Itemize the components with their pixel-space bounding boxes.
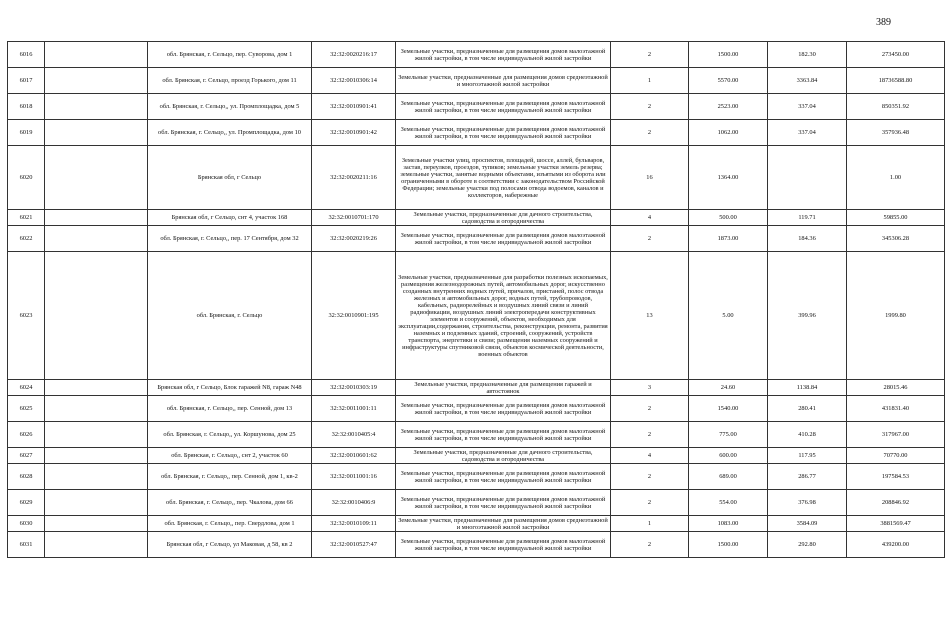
- use-group-cell: 2: [611, 94, 689, 120]
- cadastral-value-cell: 59855.00: [847, 210, 945, 226]
- land-use-cell: Земельные участки, предназначенные для размещения домов малоэтажной жилой застройки, в том числе индивидуальной жилой застройки: [396, 464, 611, 490]
- row-number: 6022: [8, 226, 45, 252]
- blank-cell: [45, 42, 148, 68]
- table-body: [8, 42, 945, 558]
- cadastral-value-cell: 3881569.47: [847, 516, 945, 532]
- area-cell: 5.00: [689, 252, 768, 380]
- specific-value-cell: 119.71: [768, 210, 847, 226]
- area-cell: 1062.00: [689, 120, 768, 146]
- blank-cell: [45, 120, 148, 146]
- blank-cell: [45, 210, 148, 226]
- land-use-cell: Земельные участки, предназначенные для размещения домов малоэтажной жилой застройки, в том числе индивидуальной жилой застройки: [396, 396, 611, 422]
- table-row: [8, 42, 945, 68]
- address-cell: обл. Брянская, г. Сельцо, проезд Горького, дом 11: [148, 68, 312, 94]
- area-cell: 1540.00: [689, 396, 768, 422]
- cadastral-number-cell: 32:32:0010901:195: [312, 252, 396, 380]
- address-cell: обл. Брянская, г. Сельцо,, ул. Промплощадка, дом 5: [148, 94, 312, 120]
- row-number: 6030: [8, 516, 45, 532]
- cadastral-value-cell: 317967.00: [847, 422, 945, 448]
- specific-value-cell: 337.04: [768, 94, 847, 120]
- cadastral-value-cell: 70770.00: [847, 448, 945, 464]
- row-number: 6028: [8, 464, 45, 490]
- specific-value-cell: 3584.09: [768, 516, 847, 532]
- address-cell: Брянская обл, г Сельцо, снт 4, участок 168: [148, 210, 312, 226]
- blank-cell: [45, 68, 148, 94]
- blank-cell: [45, 226, 148, 252]
- cadastral-value-cell: 18736588.80: [847, 68, 945, 94]
- specific-value-cell: 337.04: [768, 120, 847, 146]
- cadastral-number-cell: 32:32:0020219:26: [312, 226, 396, 252]
- address-cell: Брянская обл, г Сельцо, ул Маковая, д 58, кв 2: [148, 532, 312, 558]
- use-group-cell: 2: [611, 226, 689, 252]
- blank-cell: [45, 380, 148, 396]
- table-row: [8, 422, 945, 448]
- use-group-cell: 16: [611, 146, 689, 210]
- cadastral-number-cell: 32:32:0020211:16: [312, 146, 396, 210]
- table-row: [8, 396, 945, 422]
- area-cell: 1083.00: [689, 516, 768, 532]
- table-row: [8, 226, 945, 252]
- specific-value-cell: 376.98: [768, 490, 847, 516]
- cadastral-number-cell: 32:32:0020216:17: [312, 42, 396, 68]
- address-cell: Брянская обл, г Сельцо: [148, 146, 312, 210]
- land-use-cell: Земельные участки, предназначенные для размещения гаражей и автостоянок: [396, 380, 611, 396]
- cadastral-number-cell: 32:32:0010601:62: [312, 448, 396, 464]
- blank-cell: [45, 490, 148, 516]
- table-row: [8, 516, 945, 532]
- table-row: [8, 94, 945, 120]
- specific-value-cell: 184.36: [768, 226, 847, 252]
- cadastral-number-cell: 32:32:0010901:42: [312, 120, 396, 146]
- area-cell: 1500.00: [689, 42, 768, 68]
- cadastral-number-cell: 32:32:0010109:11: [312, 516, 396, 532]
- cadastral-value-cell: 1.00: [847, 146, 945, 210]
- specific-value-cell: 1138.84: [768, 380, 847, 396]
- row-number: 6021: [8, 210, 45, 226]
- cadastral-value-cell: 28015.46: [847, 380, 945, 396]
- address-cell: обл. Брянская, г. Сельцо,, пер. Сенной, дом 1, кв-2: [148, 464, 312, 490]
- area-cell: 1873.00: [689, 226, 768, 252]
- area-cell: 689.00: [689, 464, 768, 490]
- land-use-cell: Земельные участки, предназначенные для размещения домов малоэтажной жилой застройки, в том числе индивидуальной жилой застройки: [396, 226, 611, 252]
- use-group-cell: 2: [611, 490, 689, 516]
- table-row: [8, 532, 945, 558]
- use-group-cell: 2: [611, 42, 689, 68]
- use-group-cell: 2: [611, 532, 689, 558]
- table-row: [8, 68, 945, 94]
- table-row: [8, 448, 945, 464]
- cadastral-number-cell: 32:32:0010406:9: [312, 490, 396, 516]
- area-cell: 2523.00: [689, 94, 768, 120]
- blank-cell: [45, 422, 148, 448]
- use-group-cell: 2: [611, 422, 689, 448]
- blank-cell: [45, 532, 148, 558]
- area-cell: 1364.00: [689, 146, 768, 210]
- land-use-cell: Земельные участки, предназначенные для размещения домов малоэтажной жилой застройки, в том числе индивидуальной жилой застройки: [396, 120, 611, 146]
- cadastral-value-cell: 431831.40: [847, 396, 945, 422]
- area-cell: 554.00: [689, 490, 768, 516]
- cadastral-value-cell: 345306.28: [847, 226, 945, 252]
- blank-cell: [45, 252, 148, 380]
- address-cell: Брянская обл, г Сельцо, Блок гаражей N8, гараж N48: [148, 380, 312, 396]
- page-number: 389: [876, 17, 891, 28]
- specific-value-cell: 117.95: [768, 448, 847, 464]
- cadastral-value-cell: 273450.00: [847, 42, 945, 68]
- table-row: [8, 380, 945, 396]
- land-use-cell: Земельные участки, предназначенные для размещения домов малоэтажной жилой застройки, в том числе индивидуальной жилой застройки: [396, 94, 611, 120]
- row-number: 6020: [8, 146, 45, 210]
- cadastral-value-cell: 1999.80: [847, 252, 945, 380]
- land-use-cell: Земельные участки улиц, проспектов, площадей, шоссе, аллей, бульваров, застав, переулков, проездов, тупиков; земельные участки земель резерва; земельные участки, занятые водными объектами, изъятыми из оборота или ограниченными в обороте в соответствии с законодательством Российской Федерации; земельные участки под полосами отвода водоемов, каналов и коллекторов, набережные: [396, 146, 611, 210]
- row-number: 6019: [8, 120, 45, 146]
- area-cell: 1500.00: [689, 532, 768, 558]
- cadastral-number-cell: 32:32:0011001:11: [312, 396, 396, 422]
- land-use-cell: Земельные участки, предназначенные для размещения домов малоэтажной жилой застройки, в том числе индивидуальной жилой застройки: [396, 532, 611, 558]
- row-number: 6026: [8, 422, 45, 448]
- use-group-cell: 1: [611, 68, 689, 94]
- table-row: [8, 146, 945, 210]
- table-row: [8, 252, 945, 380]
- cadastral-number-cell: 32:32:0010303:19: [312, 380, 396, 396]
- address-cell: обл. Брянская, г. Сельцо,, пер. Чкалова, дом 66: [148, 490, 312, 516]
- specific-value-cell: 399.96: [768, 252, 847, 380]
- blank-cell: [45, 146, 148, 210]
- land-use-cell: Земельные участки, предназначенные для размещения домов среднеэтажной и многоэтажной жилой застройки: [396, 68, 611, 94]
- specific-value-cell: [768, 146, 847, 210]
- blank-cell: [45, 464, 148, 490]
- area-cell: 5570.00: [689, 68, 768, 94]
- cadastral-value-table: [7, 41, 945, 558]
- area-cell: 500.00: [689, 210, 768, 226]
- table-row: [8, 464, 945, 490]
- land-use-cell: Земельные участки, предназначенные для дачного строительства, садоводства и огородничества: [396, 210, 611, 226]
- blank-cell: [45, 448, 148, 464]
- table-row: [8, 490, 945, 516]
- address-cell: обл. Брянская, г. Сельцо,, ул. Промплощадка, дом 10: [148, 120, 312, 146]
- blank-cell: [45, 396, 148, 422]
- address-cell: обл. Брянская, г. Сельцо,, ул. Коршунова, дом 25: [148, 422, 312, 448]
- address-cell: обл. Брянская, г. Сельцо,, пер. Свердлова, дом 1: [148, 516, 312, 532]
- use-group-cell: 2: [611, 120, 689, 146]
- area-cell: 600.00: [689, 448, 768, 464]
- row-number: 6031: [8, 532, 45, 558]
- cadastral-value-cell: 439200.00: [847, 532, 945, 558]
- use-group-cell: 3: [611, 380, 689, 396]
- specific-value-cell: 292.80: [768, 532, 847, 558]
- row-number: 6017: [8, 68, 45, 94]
- cadastral-number-cell: 32:32:0010405:4: [312, 422, 396, 448]
- cadastral-number-cell: 32:32:0010527:47: [312, 532, 396, 558]
- use-group-cell: 13: [611, 252, 689, 380]
- specific-value-cell: 286.77: [768, 464, 847, 490]
- cadastral-value-cell: 357936.48: [847, 120, 945, 146]
- use-group-cell: 4: [611, 210, 689, 226]
- land-use-cell: Земельные участки, предназначенные для дачного строительства, садоводства и огородничества: [396, 448, 611, 464]
- address-cell: обл. Брянская, г. Сельцо,, пер. 17 Сентября, дом 32: [148, 226, 312, 252]
- land-use-cell: Земельные участки, предназначенные для размещения домов малоэтажной жилой застройки, в том числе индивидуальной жилой застройки: [396, 490, 611, 516]
- blank-cell: [45, 516, 148, 532]
- address-cell: обл. Брянская, г. Сельцо,, снт 2, участок 60: [148, 448, 312, 464]
- row-number: 6029: [8, 490, 45, 516]
- specific-value-cell: 182.30: [768, 42, 847, 68]
- table-row: [8, 120, 945, 146]
- specific-value-cell: 410.28: [768, 422, 847, 448]
- address-cell: обл. Брянская, г. Сельцо, пер. Суворова, дом 1: [148, 42, 312, 68]
- cadastral-number-cell: 32:32:0011001:16: [312, 464, 396, 490]
- specific-value-cell: 3363.84: [768, 68, 847, 94]
- specific-value-cell: 280.41: [768, 396, 847, 422]
- table-row: [8, 210, 945, 226]
- cadastral-value-cell: 850351.92: [847, 94, 945, 120]
- address-cell: обл. Брянская, г. Сельцо: [148, 252, 312, 380]
- cadastral-value-cell: 197584.53: [847, 464, 945, 490]
- use-group-cell: 2: [611, 464, 689, 490]
- address-cell: обл. Брянская, г. Сельцо,, пер. Сенной, дом 13: [148, 396, 312, 422]
- row-number: 6023: [8, 252, 45, 380]
- cadastral-number-cell: 32:32:0010701:170: [312, 210, 396, 226]
- land-use-cell: Земельные участки, предназначенные для размещения домов среднеэтажной и многоэтажной жилой застройки: [396, 516, 611, 532]
- use-group-cell: 2: [611, 396, 689, 422]
- area-cell: 24.60: [689, 380, 768, 396]
- row-number: 6024: [8, 380, 45, 396]
- blank-cell: [45, 94, 148, 120]
- area-cell: 775.00: [689, 422, 768, 448]
- row-number: 6025: [8, 396, 45, 422]
- land-use-cell: Земельные участки, предназначенные для разработки полезных ископаемых, размещения железнодорожных путей, автомобильных дорог, искусственно созданных внутренних водных путей, причалов, пристаней, полос отвода железных и автомобильных дорог, водных путей, трубопроводов, кабельных, радиорелейных и воздушных линий связи и линий радиофикации, воздушных линий электропередачи конструктивных элементов и сооружений, объектов, необходимых для эксплуатации,содержания, строительства, реконструкции, ремонта, развития наземных и подземных зданий, строений, сооружений, устройств транспорта, энергетики и связи; размещения наземных сооружений и инфраструктуры спутниковой связи, объектов космической деятельности, военных объектов: [396, 252, 611, 380]
- cadastral-value-cell: 208846.92: [847, 490, 945, 516]
- row-number: 6018: [8, 94, 45, 120]
- use-group-cell: 4: [611, 448, 689, 464]
- land-use-cell: Земельные участки, предназначенные для размещения домов малоэтажной жилой застройки, в том числе индивидуальной жилой застройки: [396, 422, 611, 448]
- cadastral-number-cell: 32:32:0010306:14: [312, 68, 396, 94]
- cadastral-number-cell: 32:32:0010901:41: [312, 94, 396, 120]
- row-number: 6027: [8, 448, 45, 464]
- use-group-cell: 1: [611, 516, 689, 532]
- row-number: 6016: [8, 42, 45, 68]
- land-use-cell: Земельные участки, предназначенные для размещения домов малоэтажной жилой застройки, в том числе индивидуальной жилой застройки: [396, 42, 611, 68]
